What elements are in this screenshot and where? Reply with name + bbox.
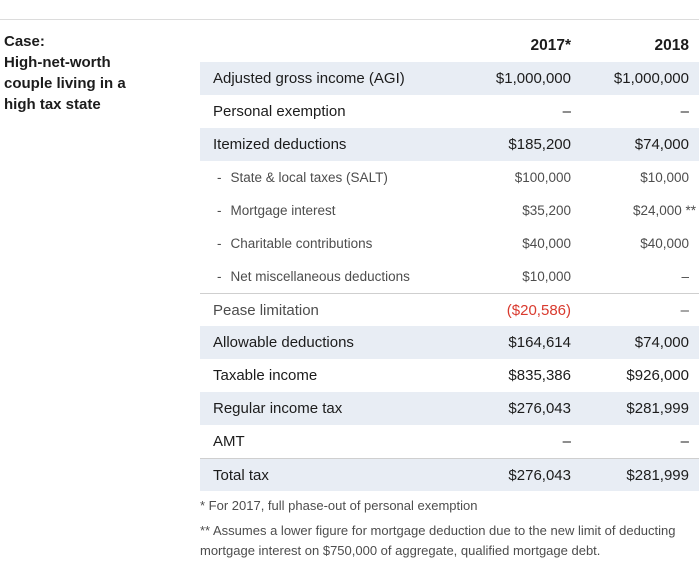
case-title [4,31,126,115]
row-label-text: Charitable contributions [230,236,373,251]
row-label [200,103,421,120]
footnotes [200,496,699,561]
case-title-line: High-net-worth [4,54,111,71]
value-2017: $164,614 [508,334,571,351]
row-label [200,269,421,284]
row-label [200,334,421,351]
value-2017: $276,043 [508,400,571,417]
table-row [200,425,699,458]
row-label-text: Personal exemption [213,103,346,120]
value-2017: – [562,103,571,120]
sub-item-bullet: - [217,236,222,251]
row-label [200,236,421,251]
value-2018: $24,000 ** [632,203,696,218]
table-row [200,227,699,260]
table-header-row [200,30,699,62]
row-label [200,70,421,87]
row-label-text: Regular income tax [213,400,343,417]
row-label [200,400,421,417]
value-2018: – [681,269,689,284]
row-label-text: Taxable income [213,367,318,384]
value-2018: $281,999 [626,466,689,484]
table-row [200,326,699,359]
value-2018: $40,000 [640,236,689,251]
sub-item-bullet: - [217,269,222,284]
row-label [200,203,421,218]
table-row [200,392,699,425]
table-row [200,194,699,227]
value-2017: $835,386 [508,367,571,384]
row-label [200,170,421,185]
row-label [200,302,421,319]
value-2017: $35,200 [522,203,571,218]
column-header-2017: 2017* [530,37,571,54]
table-row [200,62,699,95]
value-2018: $1,000,000 [613,70,689,87]
table-row [200,359,699,392]
row-label-text: Net miscellaneous deductions [230,269,410,284]
value-2018: – [680,103,689,120]
sub-item-bullet: - [217,170,222,185]
value-2018: $74,000 [634,136,689,153]
value-2017: – [562,433,571,450]
table-row [200,95,699,128]
case-title-line: couple living in a [4,75,126,92]
case-title-line: Case: [4,33,45,50]
column-header-2018: 2018 [654,37,689,54]
row-label-text: State & local taxes (SALT) [230,170,388,185]
value-2018: $926,000 [626,367,689,384]
value-2018: $10,000 [640,170,689,185]
row-label-text: AMT [213,433,245,450]
value-2017: $10,000 [522,269,571,284]
value-2017: ($20,586) [506,301,571,319]
table-row [200,161,699,194]
row-label [200,433,421,450]
value-2017: $185,200 [508,136,571,153]
row-label-text: Total tax [213,466,269,484]
value-2017: $1,000,000 [495,70,571,87]
value-2018: – [680,433,689,450]
row-label-text: Adjusted gross income (AGI) [213,70,405,87]
row-label [200,136,421,153]
table-row [200,458,699,491]
row-label [200,467,421,484]
row-label-text: Allowable deductions [213,334,354,351]
table-body [200,62,699,491]
sub-item-bullet: - [217,203,222,218]
top-divider [0,19,699,20]
table-row [200,128,699,161]
table-row [200,293,699,326]
value-2017: $40,000 [522,236,571,251]
row-label-text: Pease limitation [213,301,319,319]
row-label-text: Itemized deductions [213,136,347,153]
value-2017: $100,000 [514,170,571,185]
value-2018: – [680,301,689,319]
row-label [200,367,421,384]
footnote-personal-exemption: * For 2017, full phase-out of personal exemption [200,498,478,513]
case-title-line: high tax state [4,96,101,113]
footnote-mortgage-limit: ** Assumes a lower figure for mortgage deduction due to the new limit of deducting mortgage interest on $750,000 of aggregate, qualified mortgage debt. [200,523,676,558]
value-2018: $74,000 [634,334,689,351]
row-label-text: Mortgage interest [230,203,336,218]
table-row [200,260,699,293]
value-2018: $281,999 [626,400,689,417]
value-2017: $276,043 [508,466,571,484]
tax-comparison-table [200,30,699,491]
